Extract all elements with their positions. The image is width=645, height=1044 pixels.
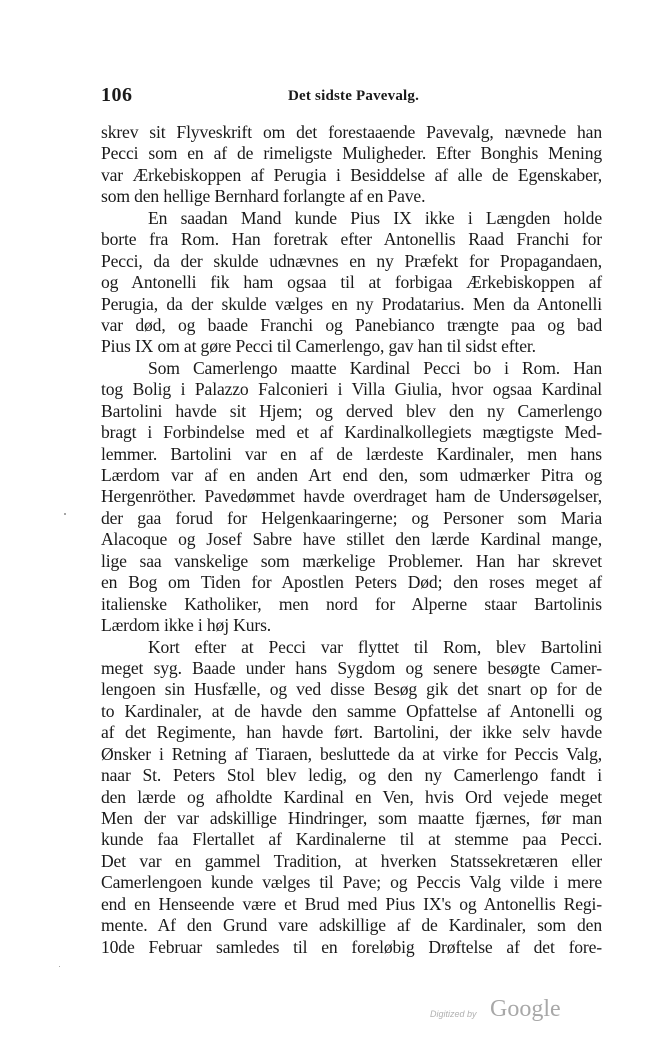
digitized-watermark [430, 996, 570, 1030]
text-line: lemmer. Bartolini var en af de lærdeste Kardinaler, men hans [101, 443, 602, 464]
text-line: var død, og baade Franchi og Panebianco trængte paa og bad [101, 314, 602, 335]
text-line: Lærdom ikke i høj Kurs. [101, 615, 272, 636]
text-line: Som Camerlengo maatte Kardinal Pecci bo i Rom. Han [148, 357, 602, 378]
print-speck [59, 966, 60, 967]
text-line: Ønsker i Retning af Tiaraen, besluttede da at virke for Peccis Valg, [101, 743, 602, 764]
watermark-prefix: Digitized by [430, 1009, 477, 1019]
text-line: Pius IX om at gøre Pecci til Camerlengo, gav han til sidst efter. [101, 336, 536, 357]
text-line: Alacoque og Josef Sabre have stillet den lærde Kardinal mange, [101, 529, 602, 550]
text-line: Pecci, da der skulde udnævnes en ny Præfekt for Propagandaen, [101, 250, 602, 271]
text-line: Hergenröther. Pavedømmet havde overdraget ham de Undersøgelser, [101, 486, 602, 507]
text-line: der gaa forud for Helgenkaaringerne; og Personer som Maria [101, 507, 602, 528]
text-line: 10de Februar samledes til en foreløbig Drøftelse af det fore- [101, 936, 602, 957]
text-line: lengoen sin Husfælle, og ved disse Besøg gik det snart op for de [101, 679, 602, 700]
text-line: Men der var adskillige Hindringer, som maatte fjærnes, før man [101, 808, 602, 828]
text-line: bragt i Forbindelse med et af Kardinalkollegiets mægtigste Med- [101, 422, 602, 443]
page-header [101, 84, 602, 106]
text-line: end en Henseende være et Brud med Pius IX's og Antonellis Regi- [101, 893, 602, 914]
text-line: En saadan Mand kunde Pius IX ikke i Længden holde [148, 207, 602, 228]
text-line: mente. Af den Grund vare adskillige af de Kardinaler, som den [101, 915, 602, 936]
text-line: tog Bolig i Palazzo Falconieri i Villa Giulia, hvor ogsaa Kardinal [101, 379, 602, 400]
text-line: italienske Katholiker, men nord for Alperne staar Bartolinis [101, 593, 602, 614]
text-line: Lærdom var af en anden Art end den, som udmærker Pitra og [101, 465, 602, 485]
text-line: skrev sit Flyveskrift om det forestaaende Pavevalg, nævnede han [101, 122, 602, 142]
text-line: af det Regimente, han havde ført. Bartolini, der ikke selv havde [101, 722, 602, 743]
text-line: meget syg. Baade under hans Sygdom og senere besøgte Camer- [101, 657, 602, 678]
text-line: to Kardinaler, at de havde den samme Opfattelse af Antonelli og [101, 700, 602, 721]
text-line: lige saa vanskelige som mærkelige Problemer. Han har skrevet [101, 550, 602, 571]
text-line: Camerlengoen kunde vælges til Pave; og Peccis Valg vilde i mere [101, 872, 602, 893]
text-line: en Bog om Tiden for Apostlen Peters Død; den roses meget af [101, 572, 602, 593]
text-line: borte fra Rom. Han foretrak efter Antonellis Raad Franchi for [101, 229, 602, 250]
text-line: og Antonelli fik ham ogsaa til at forbigaa Ærkebiskoppen af [101, 272, 602, 293]
google-logo: Google [490, 996, 561, 1022]
text-line: naar St. Peters Stol blev ledig, og den ny Camerlengo fandt i [101, 765, 602, 786]
text-line: var Ærkebiskoppen af Perugia i Besiddelse af alle de Egenskaber, [101, 164, 602, 185]
text-line: den lærde og afholdte Kardinal en Ven, hvis Ord vejede meget [101, 786, 602, 807]
running-title: Det sidste Pavevalg. [288, 88, 420, 104]
text-line: Perugia, da der skulde vælges en ny Prodatarius. Men da Antonelli [101, 293, 602, 314]
page-number: 106 [101, 84, 133, 106]
print-speck [64, 513, 66, 515]
text-line: som den hellige Bernhard forlangte af en Pave. [101, 186, 426, 207]
text-line: Det var en gammel Tradition, at hverken Statssekretæren eller [101, 850, 602, 871]
text-line: Pecci som en af de rimeligste Muligheder. Efter Bonghis Mening [101, 143, 602, 164]
text-line: Kort efter at Pecci var flyttet til Rom, blev Bartolini [148, 636, 602, 657]
body-text [101, 122, 602, 958]
text-line: kunde faa Flertallet af Kardinalerne til at stemme paa Pecci. [101, 829, 602, 850]
text-line: Bartolini havde sit Hjem; og derved blev den ny Camerlengo [101, 400, 602, 421]
